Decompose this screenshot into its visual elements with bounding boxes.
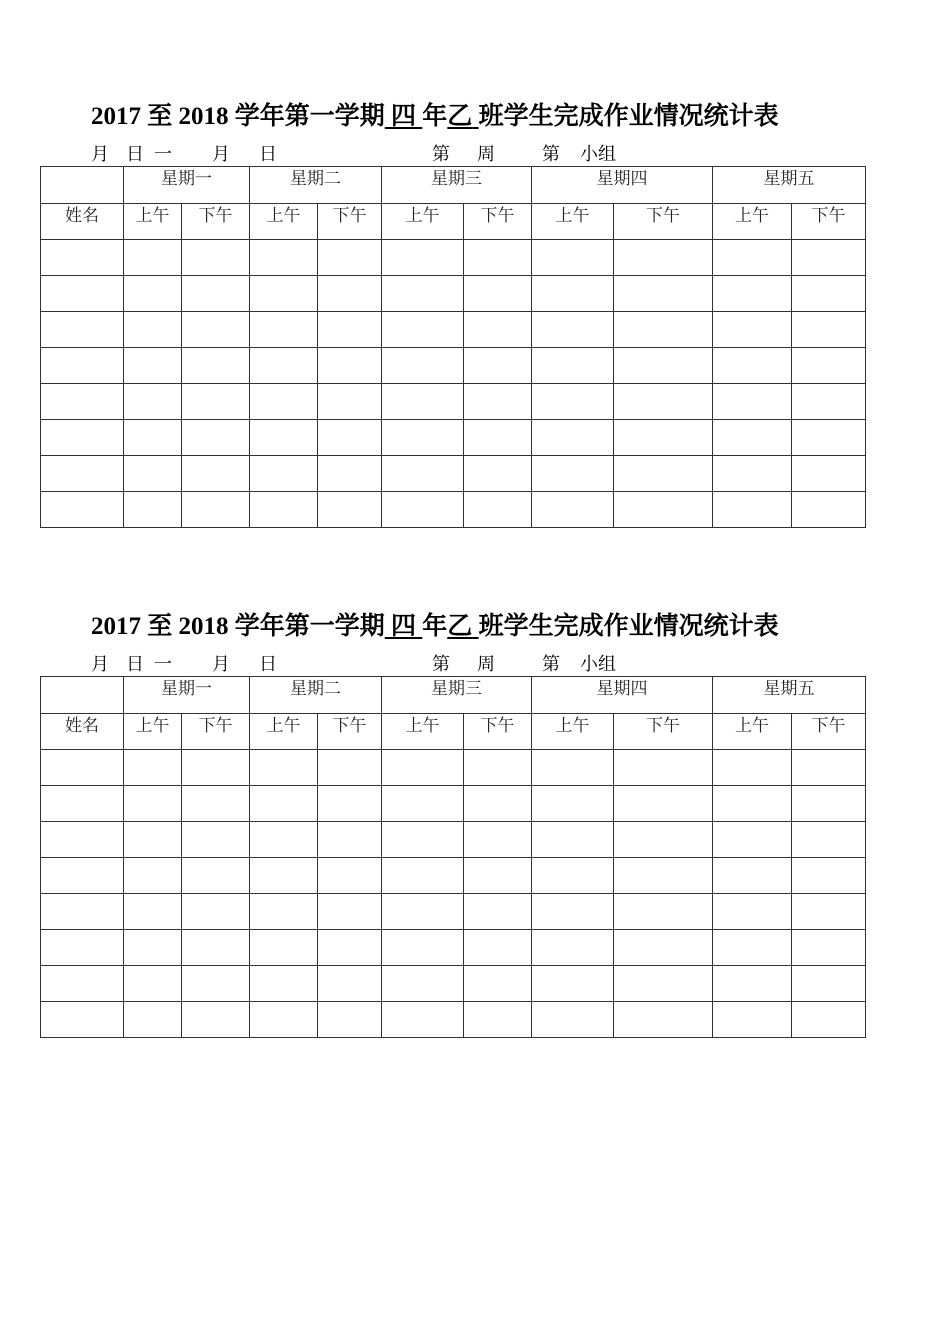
grade-value: 四 [391, 103, 417, 130]
homework-status-cell[interactable] [792, 786, 866, 822]
homework-status-cell[interactable] [792, 750, 866, 786]
homework-status-cell[interactable] [713, 930, 792, 966]
homework-status-cell[interactable] [792, 858, 866, 894]
pm-header: 下午 [318, 204, 382, 240]
homework-status-cell[interactable] [532, 894, 614, 930]
homework-status-cell[interactable] [250, 930, 318, 966]
title-prefix: 2017 至 2018 学年第一学期 [91, 103, 385, 130]
week-prefix: 第 [432, 144, 450, 165]
homework-status-cell[interactable] [318, 822, 382, 858]
student-row [41, 966, 866, 1002]
day-header-thursday: 星期四 [532, 167, 713, 204]
month-label-2: 月 [212, 144, 230, 165]
homework-status-cell[interactable] [124, 750, 182, 786]
homework-status-cell[interactable] [464, 786, 532, 822]
group-prefix: 第 [542, 654, 560, 675]
range-dash: 一 [154, 144, 172, 165]
title-grade [385, 613, 423, 640]
name-header: 姓名 [41, 714, 124, 750]
homework-status-cell[interactable] [792, 894, 866, 930]
homework-status-cell[interactable] [614, 930, 713, 966]
homework-status-cell[interactable] [318, 786, 382, 822]
day-header-row [41, 677, 866, 714]
homework-status-cell[interactable] [382, 930, 464, 966]
student-row [41, 750, 866, 786]
student-name-cell[interactable] [41, 894, 124, 930]
am-header: 上午 [124, 204, 182, 240]
week-label: 周 [477, 654, 495, 675]
day-header-thursday: 星期四 [532, 677, 713, 714]
homework-status-cell[interactable] [250, 1002, 318, 1038]
day-header-tuesday: 星期二 [250, 677, 382, 714]
day-header-wednesday: 星期三 [382, 167, 532, 204]
corner-cell [41, 677, 124, 714]
student-name-cell[interactable] [41, 750, 124, 786]
range-dash: 一 [154, 654, 172, 675]
title-year-word: 年 [422, 103, 448, 130]
student-row [41, 1002, 866, 1038]
student-name-cell[interactable] [41, 1002, 124, 1038]
homework-status-cell[interactable] [382, 786, 464, 822]
title-suffix: 班学生完成作业情况统计表 [478, 613, 779, 640]
class-value: 乙 [447, 103, 473, 130]
day-label-1: 日 [126, 144, 144, 165]
am-header: 上午 [250, 714, 318, 750]
am-header: 上午 [713, 204, 792, 240]
homework-status-cell[interactable] [464, 858, 532, 894]
group-label: 小组 [580, 144, 616, 165]
homework-status-cell[interactable] [382, 966, 464, 1002]
month-label-1: 月 [91, 654, 109, 675]
homework-status-cell[interactable] [614, 1002, 713, 1038]
homework-status-cell[interactable] [250, 894, 318, 930]
pm-header: 下午 [614, 204, 713, 240]
homework-status-cell[interactable] [532, 786, 614, 822]
homework-status-cell[interactable] [713, 786, 792, 822]
homework-status-cell[interactable] [124, 786, 182, 822]
homework-status-cell[interactable] [792, 930, 866, 966]
homework-status-cell[interactable] [713, 822, 792, 858]
pm-header: 下午 [318, 714, 382, 750]
day-header-wednesday: 星期三 [382, 677, 532, 714]
homework-status-cell[interactable] [318, 966, 382, 1002]
pm-header: 下午 [182, 204, 250, 240]
month-label-2: 月 [212, 654, 230, 675]
day-header-monday: 星期一 [124, 167, 250, 204]
homework-status-cell[interactable] [124, 966, 182, 1002]
pm-header: 下午 [182, 714, 250, 750]
homework-status-cell[interactable] [614, 858, 713, 894]
homework-status-cell[interactable] [713, 750, 792, 786]
pm-header: 下午 [792, 204, 866, 240]
pm-header: 下午 [464, 714, 532, 750]
homework-status-cell[interactable] [318, 930, 382, 966]
date-week-line [0, 654, 950, 676]
day-label-1: 日 [126, 654, 144, 675]
homework-table [40, 676, 866, 1038]
homework-status-cell[interactable] [382, 894, 464, 930]
homework-status-cell[interactable] [713, 858, 792, 894]
student-name-cell[interactable] [41, 966, 124, 1002]
student-name-cell[interactable] [41, 822, 124, 858]
student-rows [41, 750, 866, 1038]
homework-status-cell[interactable] [464, 750, 532, 786]
homework-status-cell[interactable] [614, 966, 713, 1002]
form-title [91, 612, 779, 642]
homework-status-cell[interactable] [532, 750, 614, 786]
homework-status-cell[interactable] [182, 786, 250, 822]
student-row [41, 786, 866, 822]
name-header: 姓名 [41, 204, 124, 240]
title-prefix: 2017 至 2018 学年第一学期 [91, 613, 385, 640]
homework-status-cell[interactable] [792, 1002, 866, 1038]
homework-status-cell[interactable] [713, 894, 792, 930]
homework-status-cell[interactable] [124, 930, 182, 966]
day-header-friday: 星期五 [713, 167, 866, 204]
homework-status-cell[interactable] [382, 750, 464, 786]
month-label-1: 月 [91, 144, 109, 165]
pm-header: 下午 [792, 714, 866, 750]
homework-status-cell[interactable] [713, 1002, 792, 1038]
homework-status-cell[interactable] [182, 894, 250, 930]
title-suffix: 班学生完成作业情况统计表 [478, 103, 779, 130]
homework-status-cell[interactable] [182, 750, 250, 786]
day-header-monday: 星期一 [124, 677, 250, 714]
homework-status-cell[interactable] [182, 966, 250, 1002]
homework-status-cell[interactable] [614, 822, 713, 858]
homework-status-cell[interactable] [250, 750, 318, 786]
homework-status-cell[interactable] [250, 786, 318, 822]
homework-status-cell[interactable] [182, 1002, 250, 1038]
homework-status-cell[interactable] [614, 750, 713, 786]
homework-status-cell[interactable] [124, 822, 182, 858]
homework-status-cell[interactable] [614, 786, 713, 822]
am-header: 上午 [124, 714, 182, 750]
pm-header: 下午 [614, 714, 713, 750]
homework-status-cell[interactable] [250, 858, 318, 894]
student-row [41, 930, 866, 966]
day-label-2: 日 [259, 144, 277, 165]
homework-status-cell[interactable] [464, 930, 532, 966]
homework-status-cell[interactable] [124, 1002, 182, 1038]
group-prefix: 第 [542, 144, 560, 165]
student-row [41, 858, 866, 894]
week-prefix: 第 [432, 654, 450, 675]
homework-status-cell[interactable] [792, 822, 866, 858]
title-year-word: 年 [422, 613, 448, 640]
homework-status-cell[interactable] [614, 894, 713, 930]
title-class [447, 613, 478, 640]
class-value: 乙 [447, 613, 473, 640]
am-header: 上午 [250, 204, 318, 240]
homework-status-cell[interactable] [182, 930, 250, 966]
homework-status-cell[interactable] [318, 858, 382, 894]
day-header-tuesday: 星期二 [250, 167, 382, 204]
homework-status-cell[interactable] [532, 1002, 614, 1038]
homework-status-cell[interactable] [464, 822, 532, 858]
day-label-2: 日 [259, 654, 277, 675]
student-name-cell[interactable] [41, 786, 124, 822]
homework-status-cell[interactable] [318, 750, 382, 786]
grade-value: 四 [391, 613, 417, 640]
homework-status-cell[interactable] [124, 858, 182, 894]
homework-status-cell[interactable] [532, 930, 614, 966]
homework-status-cell[interactable] [382, 1002, 464, 1038]
am-header: 上午 [382, 714, 464, 750]
homework-status-cell[interactable] [382, 858, 464, 894]
week-label: 周 [477, 144, 495, 165]
homework-status-cell[interactable] [532, 822, 614, 858]
homework-status-cell[interactable] [382, 822, 464, 858]
student-name-cell[interactable] [41, 858, 124, 894]
am-header: 上午 [532, 714, 614, 750]
am-header: 上午 [532, 204, 614, 240]
homework-status-cell[interactable] [124, 894, 182, 930]
homework-status-cell[interactable] [532, 966, 614, 1002]
homework-status-cell[interactable] [250, 966, 318, 1002]
student-row [41, 894, 866, 930]
group-label: 小组 [580, 654, 616, 675]
homework-status-cell[interactable] [182, 822, 250, 858]
homework-status-cell[interactable] [182, 858, 250, 894]
homework-status-cell[interactable] [532, 858, 614, 894]
student-row [41, 822, 866, 858]
homework-status-cell[interactable] [464, 1002, 532, 1038]
homework-status-cell[interactable] [318, 894, 382, 930]
homework-status-cell[interactable] [318, 1002, 382, 1038]
homework-status-cell[interactable] [250, 822, 318, 858]
period-header-row [41, 714, 866, 750]
homework-status-cell[interactable] [792, 966, 866, 1002]
homework-status-cell[interactable] [464, 966, 532, 1002]
am-header: 上午 [382, 204, 464, 240]
student-name-cell[interactable] [41, 930, 124, 966]
pm-header: 下午 [464, 204, 532, 240]
homework-status-cell[interactable] [713, 966, 792, 1002]
homework-status-cell[interactable] [464, 894, 532, 930]
day-header-friday: 星期五 [713, 677, 866, 714]
am-header: 上午 [713, 714, 792, 750]
